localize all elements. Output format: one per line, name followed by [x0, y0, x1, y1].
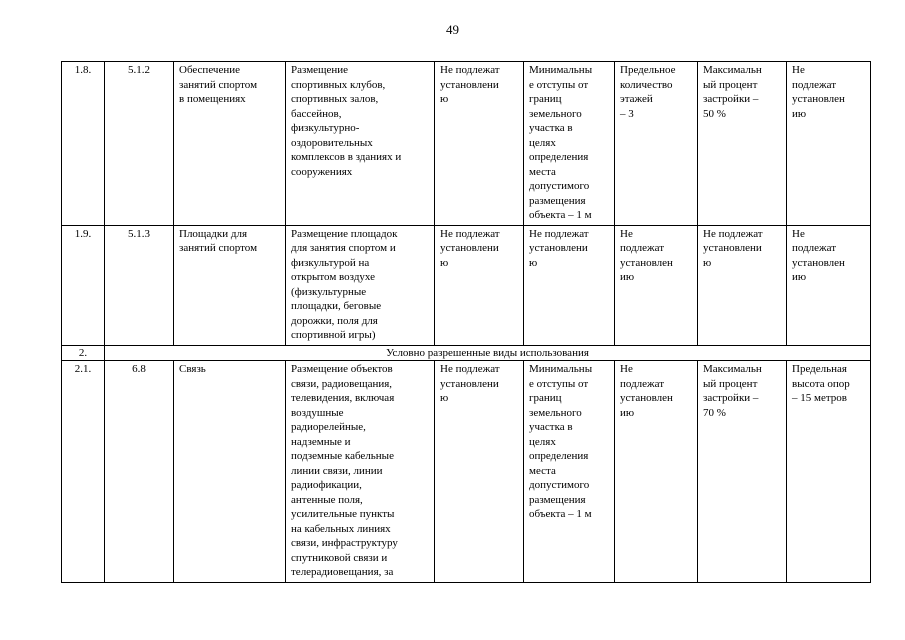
- other-parameter-cell: Не подлежат установлен ию: [787, 225, 871, 345]
- section-number-cell: 2.: [62, 345, 105, 361]
- use-name-cell: Связь: [174, 361, 286, 583]
- use-description-cell: Размещение площадок для занятия спортом и физкультурой на открытом воздухе (физкультурные площадки, беговые дорожки, поля для спортивной игры): [286, 225, 435, 345]
- page-number: 49: [446, 22, 459, 37]
- code-cell: 6.8: [105, 361, 174, 583]
- setback-cell: Минимальны е отступы от границ земельного участка в целях определения места допустимого размещения объекта – 1 м: [524, 361, 615, 583]
- parameter-cell: Не подлежат установлени ю: [435, 225, 524, 345]
- coverage-cell: Максимальн ый процент застройки – 70 %: [698, 361, 787, 583]
- use-description-cell: Размещение объектов связи, радиовещания, телевидения, включая воздушные радиорелейные, надземные и подземные кабельные линии связи, линии радиофикации, антенные поля, усилительные пункты на кабельных линиях связи, инфраструктуру спутниковой связи и телерадиовещания, за: [286, 361, 435, 583]
- coverage-cell: Максимальн ый процент застройки – 50 %: [698, 62, 787, 226]
- row-number-cell: 1.9.: [62, 225, 105, 345]
- code-cell: 5.1.2: [105, 62, 174, 226]
- floors-cell: Не подлежат установлен ию: [615, 225, 698, 345]
- use-name-cell: Площадки для занятий спортом: [174, 225, 286, 345]
- use-name-cell: Обеспечение занятий спортом в помещениях: [174, 62, 286, 226]
- section-header-row: [62, 345, 871, 361]
- setback-cell: Не подлежат установлени ю: [524, 225, 615, 345]
- row-number-cell: 2.1.: [62, 361, 105, 583]
- setback-cell: Минимальны е отступы от границ земельного участка в целях определения места допустимого размещения объекта – 1 м: [524, 62, 615, 226]
- section-title: Условно разрешенные виды использования: [105, 345, 871, 361]
- parameter-cell: Не подлежат установлени ю: [435, 361, 524, 583]
- row-number-cell: 1.8.: [62, 62, 105, 226]
- other-parameter-cell: Не подлежат установлен ию: [787, 62, 871, 226]
- code-cell: 5.1.3: [105, 225, 174, 345]
- height-limit-cell: Предельная высота опор – 15 метров: [787, 361, 871, 583]
- coverage-cell: Не подлежат установлени ю: [698, 225, 787, 345]
- floors-cell: Предельное количество этажей – 3: [615, 62, 698, 226]
- table-row: [62, 225, 871, 345]
- parameter-cell: Не подлежат установлени ю: [435, 62, 524, 226]
- regulations-table: [61, 61, 871, 583]
- floors-cell: Не подлежат установлен ию: [615, 361, 698, 583]
- table-row: [62, 361, 871, 583]
- table-row: [62, 62, 871, 226]
- use-description-cell: Размещение спортивных клубов, спортивных залов, бассейнов, физкультурно- оздоровительных комплексов в зданиях и сооружениях: [286, 62, 435, 226]
